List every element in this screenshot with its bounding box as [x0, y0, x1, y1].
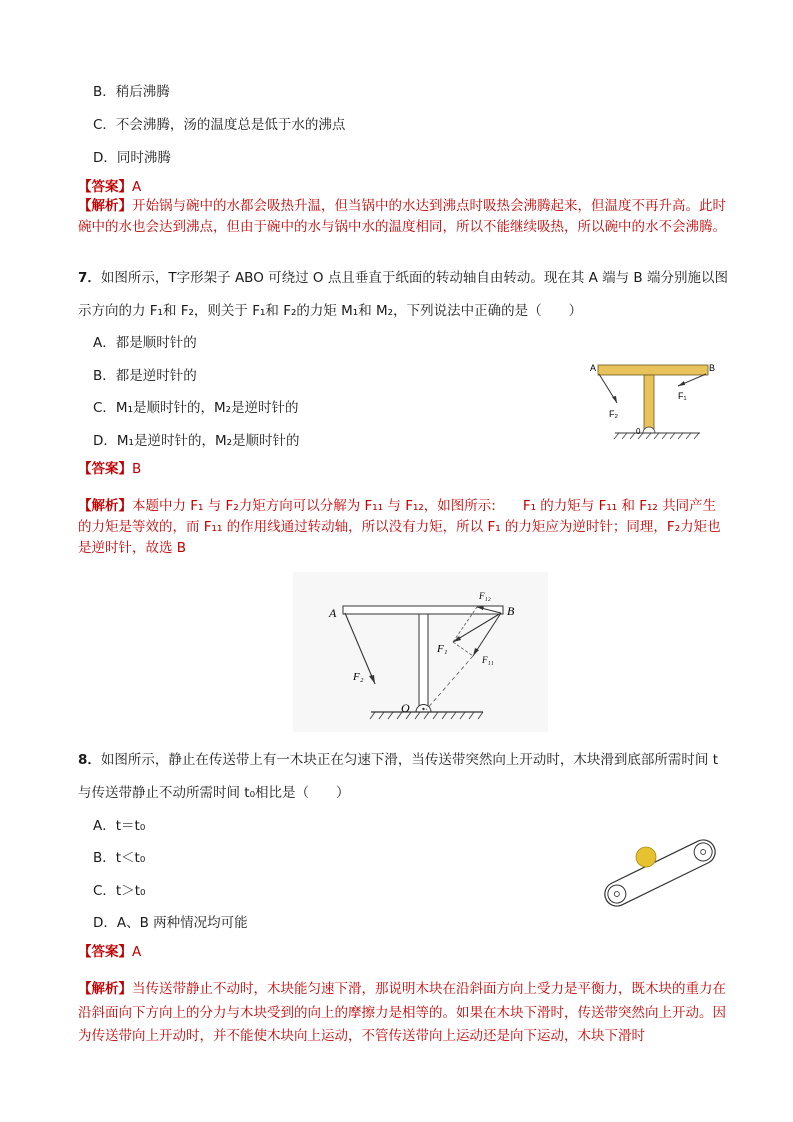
q7-stem: [78, 262, 728, 328]
force-f1-arrowhead: [453, 636, 461, 642]
ground-hatch: [370, 712, 483, 719]
label-a: A: [590, 363, 597, 373]
q7-answer: [78, 457, 141, 477]
label-f12: F₁₂: [479, 591, 491, 601]
q8-option-b: B．t＜t₀: [93, 850, 146, 866]
label-f1: F₁: [437, 643, 448, 655]
q7-t-frame-figure: [585, 355, 720, 450]
q7-option-b: B．都是逆时针的: [93, 368, 197, 384]
q8-option-c: C．t＞t₀: [93, 883, 146, 899]
force-f1-arrowhead: [678, 381, 685, 386]
answer-tag: 【答案】: [78, 944, 132, 960]
question-text: 如图所示，静止在传送带上有一木块正在匀速下滑，当传送带突然向上开动时，木块滑到底部所需时间 t 与传送带静止不动所需时间 t₀相比是（ ）: [78, 752, 718, 801]
explanation-tag: 【解析】: [78, 498, 132, 514]
explanation-tag: 【解析】: [78, 981, 132, 997]
dashed-line-of-action: [426, 656, 473, 710]
label-b: B: [709, 363, 716, 373]
answer-value: B: [132, 461, 142, 477]
answer-value: A: [132, 179, 142, 195]
q7-explanation: [78, 496, 728, 559]
q8-explanation: [78, 978, 728, 1049]
q8-conveyor-figure: [598, 828, 723, 918]
pivot-dot: [422, 708, 424, 710]
prev-answer: [78, 175, 141, 195]
prev-option-b: B．稍后沸腾: [93, 84, 170, 100]
force-f11-arrowhead: [473, 648, 479, 656]
t-frame-stem: [644, 375, 654, 433]
wood-block-ball: [636, 847, 656, 867]
label-o: O: [401, 701, 410, 715]
label-a: A: [329, 606, 337, 620]
frame-stem: [419, 614, 428, 712]
force-f2-arrowhead: [612, 396, 617, 403]
force-f1-arrow: [453, 613, 501, 642]
ground-hatch: [614, 433, 699, 439]
prev-explanation: [78, 196, 728, 238]
q7-option-d: D．M₁是逆时针的，M₂是顺时针的: [93, 433, 300, 449]
prev-option-d: D．同时沸腾: [93, 150, 171, 166]
force-f2-arrowhead: [369, 675, 375, 684]
q8-option-a: A．t＝t₀: [93, 818, 146, 834]
q8-option-d: D．A、B 两种情况均可能: [93, 915, 248, 931]
q7-option-c: C．M₁是顺时针的，M₂是逆时针的: [93, 400, 299, 416]
answer-tag: 【答案】: [78, 461, 132, 477]
explanation-text: 当传送带静止不动时，木块能匀速下滑，那说明木块在沿斜面方向上受力是平衡力，既木块的重力在沿斜面向下方向上的分力与木块受到的向上的摩擦力是相等的。如果在木块下滑时，传送带突然向上开动。因为传送带向上开动时，并不能使木块向上运动，不管传送带向上运动还是向下运动，木块下滑时: [78, 981, 726, 1044]
q7-decomposition-figure: [293, 572, 548, 732]
label-o: 0: [636, 427, 641, 436]
question-text: 如图所示，T字形架子 ABO 可绕过 O 点且垂直于纸面的转动轴自由转动。现在其 A 端与 B 端分别施以图示方向的力 F₁和 F₂，则关于 F₁和 F₂的力矩 M₁和 M₂，下列说法中正确的是（ ）: [78, 270, 728, 319]
dashed-guide-2: [453, 642, 473, 656]
label-f11: F₁₁: [482, 655, 494, 665]
label-b: B: [507, 604, 515, 618]
q7-option-a: A．都是顺时针的: [93, 335, 197, 351]
label-f1: F₁: [678, 391, 687, 401]
explanation-text: 本题中力 F₁ 与 F₂力矩方向可以分解为 F₁₁ 与 F₁₂，如图所示: F₁ 的力矩与 F₁₁ 和 F₁₂ 共同产生的力矩是等效的，而 F₁₁ 的作用线通过转动轴，所以没有力矩，所以 F₁ 的力矩应为逆时针；同理，F₂力矩也是逆时针，故选 B: [78, 498, 721, 556]
explanation-tag: 【解析】: [78, 198, 132, 214]
t-frame-crossbar: [598, 365, 708, 375]
question-number: 7．: [78, 270, 101, 286]
question-number: 8．: [78, 752, 101, 768]
answer-tag: 【答案】: [78, 179, 132, 195]
label-f2: F₂: [353, 671, 364, 683]
answer-value: A: [132, 944, 142, 960]
q8-answer: [78, 940, 141, 960]
q8-stem: [78, 744, 728, 810]
prev-option-c: C．不会沸腾，汤的温度总是低于水的沸点: [93, 117, 346, 133]
label-f2: F₂: [609, 409, 618, 419]
explanation-text: 开始锅与碗中的水都会吸热升温，但当锅中的水达到沸点时吸热会沸腾起来，但温度不再升高。此时碗中的水也会达到沸点，但由于碗中的水与锅中水的温度相同，所以不能继续吸热，所以碗中的水不会沸腾。: [78, 198, 726, 235]
